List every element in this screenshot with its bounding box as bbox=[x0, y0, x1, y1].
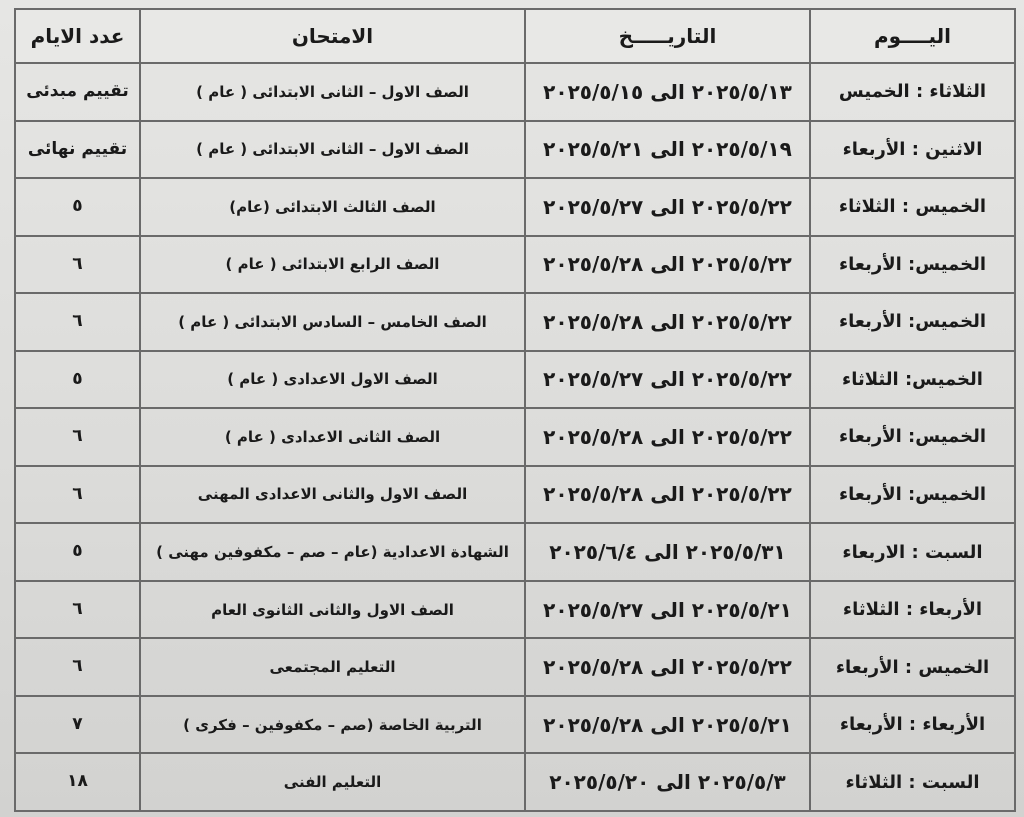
cell-day: الخميس: الثلاثاء bbox=[810, 351, 1015, 409]
cell-days-count: ٥ bbox=[15, 523, 140, 581]
cell-days-count: ٦ bbox=[15, 466, 140, 524]
cell-date: ٢٠٢٥/٥/٣ الى ٢٠٢٥/٥/٢٠ bbox=[525, 753, 810, 811]
cell-day: الثلاثاء : الخميس bbox=[810, 63, 1015, 121]
table-row bbox=[15, 351, 1015, 409]
cell-day: الاثنين : الأربعاء bbox=[810, 121, 1015, 179]
cell-exam: الصف الرابع الابتدائى ( عام ) bbox=[140, 236, 525, 294]
cell-date: ٢٠٢٥/٥/٣١ الى ٢٠٢٥/٦/٤ bbox=[525, 523, 810, 581]
cell-days-count: ٦ bbox=[15, 408, 140, 466]
cell-exam: التعليم المجتمعى bbox=[140, 638, 525, 696]
cell-day: السبت : الثلاثاء bbox=[810, 753, 1015, 811]
exam-schedule-table bbox=[14, 8, 1016, 812]
table-row bbox=[15, 293, 1015, 351]
table-row bbox=[15, 178, 1015, 236]
cell-days-count: ٥ bbox=[15, 178, 140, 236]
cell-exam: الصف الاول – الثانى الابتدائى ( عام ) bbox=[140, 121, 525, 179]
cell-exam: الصف الثانى الاعدادى ( عام ) bbox=[140, 408, 525, 466]
header-row bbox=[15, 9, 1015, 63]
header-day: اليــــوم bbox=[810, 9, 1015, 63]
cell-days-count: ٦ bbox=[15, 638, 140, 696]
cell-day: الأربعاء : الثلاثاء bbox=[810, 581, 1015, 639]
table-row bbox=[15, 236, 1015, 294]
cell-day: السبت : الاربعاء bbox=[810, 523, 1015, 581]
cell-exam: الصف الخامس – السادس الابتدائى ( عام ) bbox=[140, 293, 525, 351]
cell-exam: الصف الاول – الثانى الابتدائى ( عام ) bbox=[140, 63, 525, 121]
cell-exam: الصف الاول الاعدادى ( عام ) bbox=[140, 351, 525, 409]
cell-date: ٢٠٢٥/٥/٢٢ الى ٢٠٢٥/٥/٢٨ bbox=[525, 466, 810, 524]
table-row bbox=[15, 63, 1015, 121]
cell-exam: الشهادة الاعدادية (عام – صم – مكفوفين مهنى ) bbox=[140, 523, 525, 581]
cell-exam: الصف الاول والثانى الاعدادى المهنى bbox=[140, 466, 525, 524]
table-row bbox=[15, 696, 1015, 754]
cell-days-count: تقييم نهائى bbox=[15, 121, 140, 179]
table-row bbox=[15, 523, 1015, 581]
table-body bbox=[15, 63, 1015, 811]
cell-date: ٢٠٢٥/٥/٢٢ الى ٢٠٢٥/٥/٢٨ bbox=[525, 638, 810, 696]
cell-day: الأربعاء : الأربعاء bbox=[810, 696, 1015, 754]
cell-date: ٢٠٢٥/٥/٢٢ الى ٢٠٢٥/٥/٢٨ bbox=[525, 236, 810, 294]
cell-date: ٢٠٢٥/٥/١٣ الى ٢٠٢٥/٥/١٥ bbox=[525, 63, 810, 121]
table-row bbox=[15, 121, 1015, 179]
table-row bbox=[15, 753, 1015, 811]
table-row bbox=[15, 466, 1015, 524]
cell-day: الخميس : الأربعاء bbox=[810, 638, 1015, 696]
cell-exam: التربية الخاصة (صم – مكفوفين – فكرى ) bbox=[140, 696, 525, 754]
cell-days-count: ٦ bbox=[15, 293, 140, 351]
table-header bbox=[15, 9, 1015, 63]
table-row bbox=[15, 638, 1015, 696]
cell-exam: الصف الثالث الابتدائى (عام) bbox=[140, 178, 525, 236]
cell-days-count: تقييم مبدئى bbox=[15, 63, 140, 121]
cell-day: الخميس: الأربعاء bbox=[810, 236, 1015, 294]
cell-days-count: ٦ bbox=[15, 236, 140, 294]
cell-days-count: ٦ bbox=[15, 581, 140, 639]
cell-days-count: ٥ bbox=[15, 351, 140, 409]
header-exam: الامتحان bbox=[140, 9, 525, 63]
cell-date: ٢٠٢٥/٥/٢٢ الى ٢٠٢٥/٥/٢٨ bbox=[525, 293, 810, 351]
cell-exam: الصف الاول والثانى الثانوى العام bbox=[140, 581, 525, 639]
cell-day: الخميس : الثلاثاء bbox=[810, 178, 1015, 236]
cell-exam: التعليم الفنى bbox=[140, 753, 525, 811]
cell-date: ٢٠٢٥/٥/٢٢ الى ٢٠٢٥/٥/٢٧ bbox=[525, 178, 810, 236]
cell-date: ٢٠٢٥/٥/١٩ الى ٢٠٢٥/٥/٢١ bbox=[525, 121, 810, 179]
header-days-count: عدد الايام bbox=[15, 9, 140, 63]
cell-date: ٢٠٢٥/٥/٢٢ الى ٢٠٢٥/٥/٢٨ bbox=[525, 408, 810, 466]
cell-days-count: ٧ bbox=[15, 696, 140, 754]
table-row bbox=[15, 408, 1015, 466]
cell-day: الخميس: الأربعاء bbox=[810, 408, 1015, 466]
cell-days-count: ١٨ bbox=[15, 753, 140, 811]
cell-day: الخميس: الأربعاء bbox=[810, 466, 1015, 524]
header-date: التاريـــــخ bbox=[525, 9, 810, 63]
cell-date: ٢٠٢٥/٥/٢١ الى ٢٠٢٥/٥/٢٧ bbox=[525, 581, 810, 639]
cell-day: الخميس: الأربعاء bbox=[810, 293, 1015, 351]
cell-date: ٢٠٢٥/٥/٢٢ الى ٢٠٢٥/٥/٢٧ bbox=[525, 351, 810, 409]
cell-date: ٢٠٢٥/٥/٢١ الى ٢٠٢٥/٥/٢٨ bbox=[525, 696, 810, 754]
table-row bbox=[15, 581, 1015, 639]
